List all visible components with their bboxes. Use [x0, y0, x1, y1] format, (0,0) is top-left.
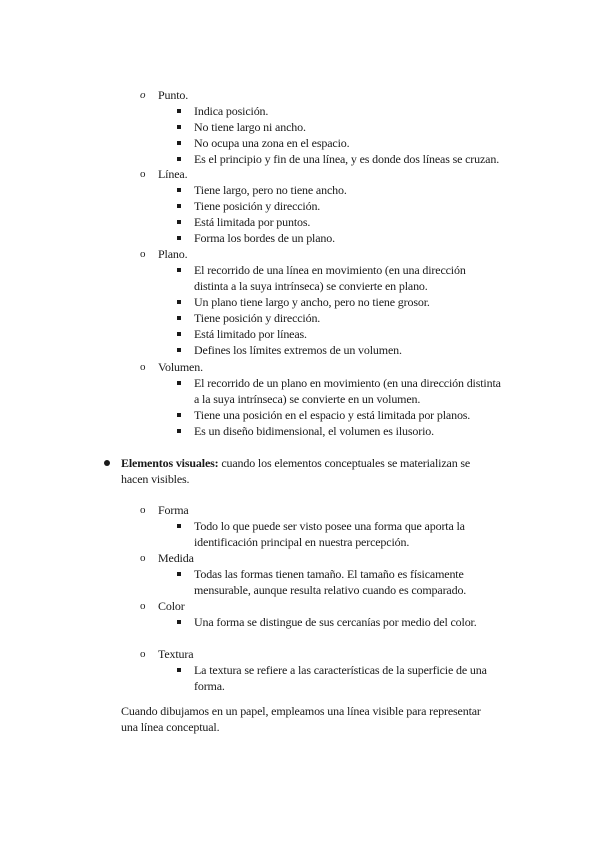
visual-elements-description: cuando los elementos conceptuales se materializan se — [218, 456, 471, 470]
concept-title: Punto. — [158, 88, 189, 102]
concept-item-text: Tiene largo, pero no tiene ancho. — [194, 183, 347, 197]
visual-elements-intro — [121, 455, 470, 471]
square-bullet — [177, 125, 181, 129]
concept-item-text: distinta a la suya intrínseca) se convierte en plano. — [194, 279, 428, 293]
sub-bullet-marker: o — [140, 504, 146, 516]
sub-bullet-marker: o — [140, 168, 146, 180]
square-bullet — [177, 220, 181, 224]
concept-item-text: Tiene posición y dirección. — [194, 311, 321, 325]
concept-title: Plano. — [158, 247, 188, 261]
sub-bullet-marker: o — [140, 89, 146, 101]
square-bullet — [177, 188, 181, 192]
square-bullet — [177, 348, 181, 352]
closing-paragraph: una línea conceptual. — [121, 720, 220, 734]
visual-item-text: Todo lo que puede ser visto posee una forma que aporta la — [194, 519, 465, 533]
concept-item-text: Un plano tiene largo y ancho, pero no tiene grosor. — [194, 295, 430, 309]
square-bullet — [177, 524, 181, 528]
concept-item-text: Está limitado por líneas. — [194, 327, 307, 341]
square-bullet — [177, 332, 181, 336]
visual-item-text: Una forma se distingue de sus cercanías por medio del color. — [194, 615, 477, 629]
concept-item-text: Es el principio y fin de una línea, y es donde dos líneas se cruzan. — [194, 152, 500, 166]
visual-item-title: Medida — [158, 551, 194, 565]
visual-elements-description-cont: hacen visibles. — [121, 472, 190, 486]
concept-title: Volumen. — [158, 360, 203, 374]
visual-elements-label: Elementos visuales: — [121, 456, 219, 470]
square-bullet — [177, 381, 181, 385]
square-bullet — [177, 109, 181, 113]
concept-item-text: Está limitada por puntos. — [194, 215, 311, 229]
square-bullet — [177, 157, 181, 161]
concept-title: Línea. — [158, 167, 188, 181]
concept-item-text: a la suya intrínseca) se convierte en un volumen. — [194, 392, 421, 406]
concept-item-text: Indica posición. — [194, 104, 269, 118]
main-bullet — [104, 460, 110, 466]
concept-item-text: El recorrido de una línea en movimiento (en una dirección — [194, 263, 466, 277]
visual-item-title: Forma — [158, 503, 189, 517]
square-bullet — [177, 668, 181, 672]
visual-item-text: La textura se refiere a las características de la superficie de una — [194, 663, 487, 677]
visual-item-text: Todas las formas tienen tamaño. El tamaño es físicamente — [194, 567, 464, 581]
square-bullet — [177, 268, 181, 272]
square-bullet — [177, 572, 181, 576]
visual-item-text: forma. — [194, 679, 225, 693]
concept-item-text: Forma los bordes de un plano. — [194, 231, 335, 245]
square-bullet — [177, 204, 181, 208]
concept-item-text: El recorrido de un plano en movimiento (en una dirección distinta — [194, 376, 501, 390]
visual-item-title: Textura — [158, 647, 194, 661]
sub-bullet-marker: o — [140, 248, 146, 260]
concept-item-text: Tiene una posición en el espacio y está limitada por planos. — [194, 408, 471, 422]
visual-item-text: mensurable, aunque resulta relativo cuando es comparado. — [194, 583, 467, 597]
concept-item-text: Tiene posición y dirección. — [194, 199, 321, 213]
square-bullet — [177, 413, 181, 417]
sub-bullet-marker: o — [140, 552, 146, 564]
square-bullet — [177, 620, 181, 624]
square-bullet — [177, 141, 181, 145]
concept-item-text: No ocupa una zona en el espacio. — [194, 136, 350, 150]
visual-item-text: identificación principal en nuestra percepción. — [194, 535, 410, 549]
square-bullet — [177, 236, 181, 240]
concept-item-text: Es un diseño bidimensional, el volumen es ilusorio. — [194, 424, 434, 438]
concept-item-text: Defines los límites extremos de un volumen. — [194, 343, 402, 357]
concept-item-text: No tiene largo ni ancho. — [194, 120, 306, 134]
closing-paragraph: Cuando dibujamos en un papel, empleamos una línea visible para representar — [121, 704, 481, 718]
square-bullet — [177, 300, 181, 304]
square-bullet — [177, 316, 181, 320]
square-bullet — [177, 429, 181, 433]
sub-bullet-marker: o — [140, 361, 146, 373]
visual-item-title: Color — [158, 599, 185, 613]
sub-bullet-marker: o — [140, 600, 146, 612]
sub-bullet-marker: o — [140, 648, 146, 660]
